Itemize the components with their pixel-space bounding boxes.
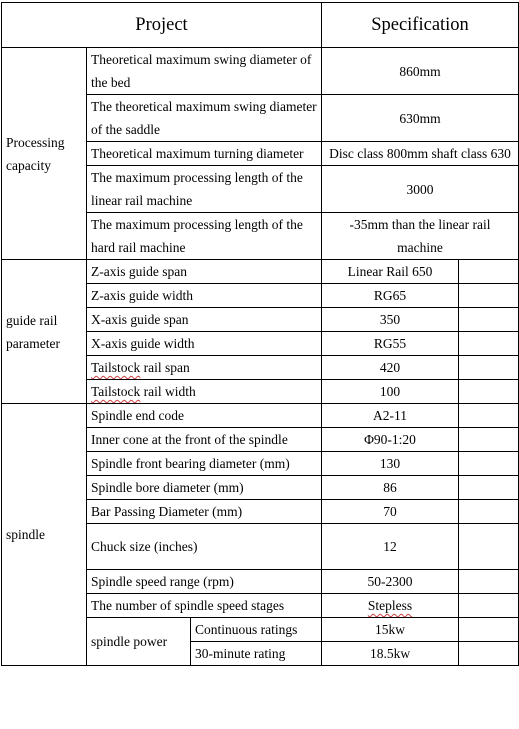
row-label: The maximum processing length of the linear rail machine xyxy=(87,166,322,213)
row-value: 630mm xyxy=(322,95,519,142)
empty-cell xyxy=(459,284,519,308)
empty-cell xyxy=(459,308,519,332)
group-guide-rail-parameter: guide rail parameter xyxy=(2,260,87,404)
table-row xyxy=(2,260,519,284)
row-label: The maximum processing length of the hard rail machine xyxy=(87,213,322,260)
row-value: 3000 xyxy=(322,166,519,213)
empty-cell xyxy=(459,524,519,570)
row-label: Bar Passing Diameter (mm) xyxy=(87,500,322,524)
specification-header: Specification xyxy=(322,3,519,48)
empty-cell xyxy=(459,380,519,404)
empty-cell xyxy=(459,452,519,476)
row-label: X-axis guide width xyxy=(87,332,322,356)
row-label: Theoretical maximum swing diameter of the bed xyxy=(87,48,322,95)
row-value: 70 xyxy=(322,500,459,524)
group-spindle: spindle xyxy=(2,404,87,666)
row-value: Disc class 800mm shaft class 630 xyxy=(322,142,519,166)
row-value: 50-2300 xyxy=(322,570,459,594)
row-value: 12 xyxy=(322,524,459,570)
row-label: Spindle bore diameter (mm) xyxy=(87,476,322,500)
empty-cell xyxy=(459,570,519,594)
row-label: The theoretical maximum swing diameter of the saddle xyxy=(87,95,322,142)
empty-cell xyxy=(459,404,519,428)
table-row xyxy=(2,48,519,95)
empty-cell xyxy=(459,594,519,618)
row-value: 420 xyxy=(322,356,459,380)
row-value: RG65 xyxy=(322,284,459,308)
label-word: Tailstock xyxy=(91,384,141,399)
project-header: Project xyxy=(2,3,322,48)
specification-table xyxy=(1,2,519,666)
row-label: The number of spindle speed stages xyxy=(87,594,322,618)
empty-cell xyxy=(459,356,519,380)
row-label: Spindle end code xyxy=(87,404,322,428)
row-label: Theoretical maximum turning diameter xyxy=(87,142,322,166)
row-value: 350 xyxy=(322,308,459,332)
row-value: 18.5kw xyxy=(322,642,459,666)
row-label: Spindle front bearing diameter (mm) xyxy=(87,452,322,476)
label-word: Tailstock xyxy=(91,360,141,375)
label-rest: rail width xyxy=(140,384,196,399)
row-label: Z-axis guide span xyxy=(87,260,322,284)
header-row xyxy=(2,3,519,48)
row-label: Spindle speed range (rpm) xyxy=(87,570,322,594)
table-row xyxy=(2,404,519,428)
empty-cell xyxy=(459,618,519,642)
row-value: Φ90-1:20 xyxy=(322,428,459,452)
row-value: Linear Rail 650 xyxy=(322,260,459,284)
empty-cell xyxy=(459,260,519,284)
row-label xyxy=(87,356,322,380)
row-label: Chuck size (inches) xyxy=(87,524,322,570)
row-value: A2-11 xyxy=(322,404,459,428)
empty-cell xyxy=(459,332,519,356)
row-value: 860mm xyxy=(322,48,519,95)
row-value: -35mm than the linear rail machine xyxy=(322,213,519,260)
empty-cell xyxy=(459,500,519,524)
row-label: Continuous ratings xyxy=(191,618,322,642)
group-spindle-power: spindle power xyxy=(87,618,191,666)
row-label: Z-axis guide width xyxy=(87,284,322,308)
row-label: X-axis guide span xyxy=(87,308,322,332)
row-value: 100 xyxy=(322,380,459,404)
empty-cell xyxy=(459,476,519,500)
empty-cell xyxy=(459,642,519,666)
row-value: 130 xyxy=(322,452,459,476)
row-value: RG55 xyxy=(322,332,459,356)
empty-cell xyxy=(459,428,519,452)
row-value: 86 xyxy=(322,476,459,500)
group-processing-capacity: Processing capacity xyxy=(2,48,87,260)
row-label xyxy=(87,380,322,404)
stepless-text: Stepless xyxy=(367,598,413,613)
label-rest: rail span xyxy=(140,360,190,375)
row-value xyxy=(322,594,459,618)
row-label: 30-minute rating xyxy=(191,642,322,666)
row-label: Inner cone at the front of the spindle xyxy=(87,428,322,452)
row-value: 15kw xyxy=(322,618,459,642)
